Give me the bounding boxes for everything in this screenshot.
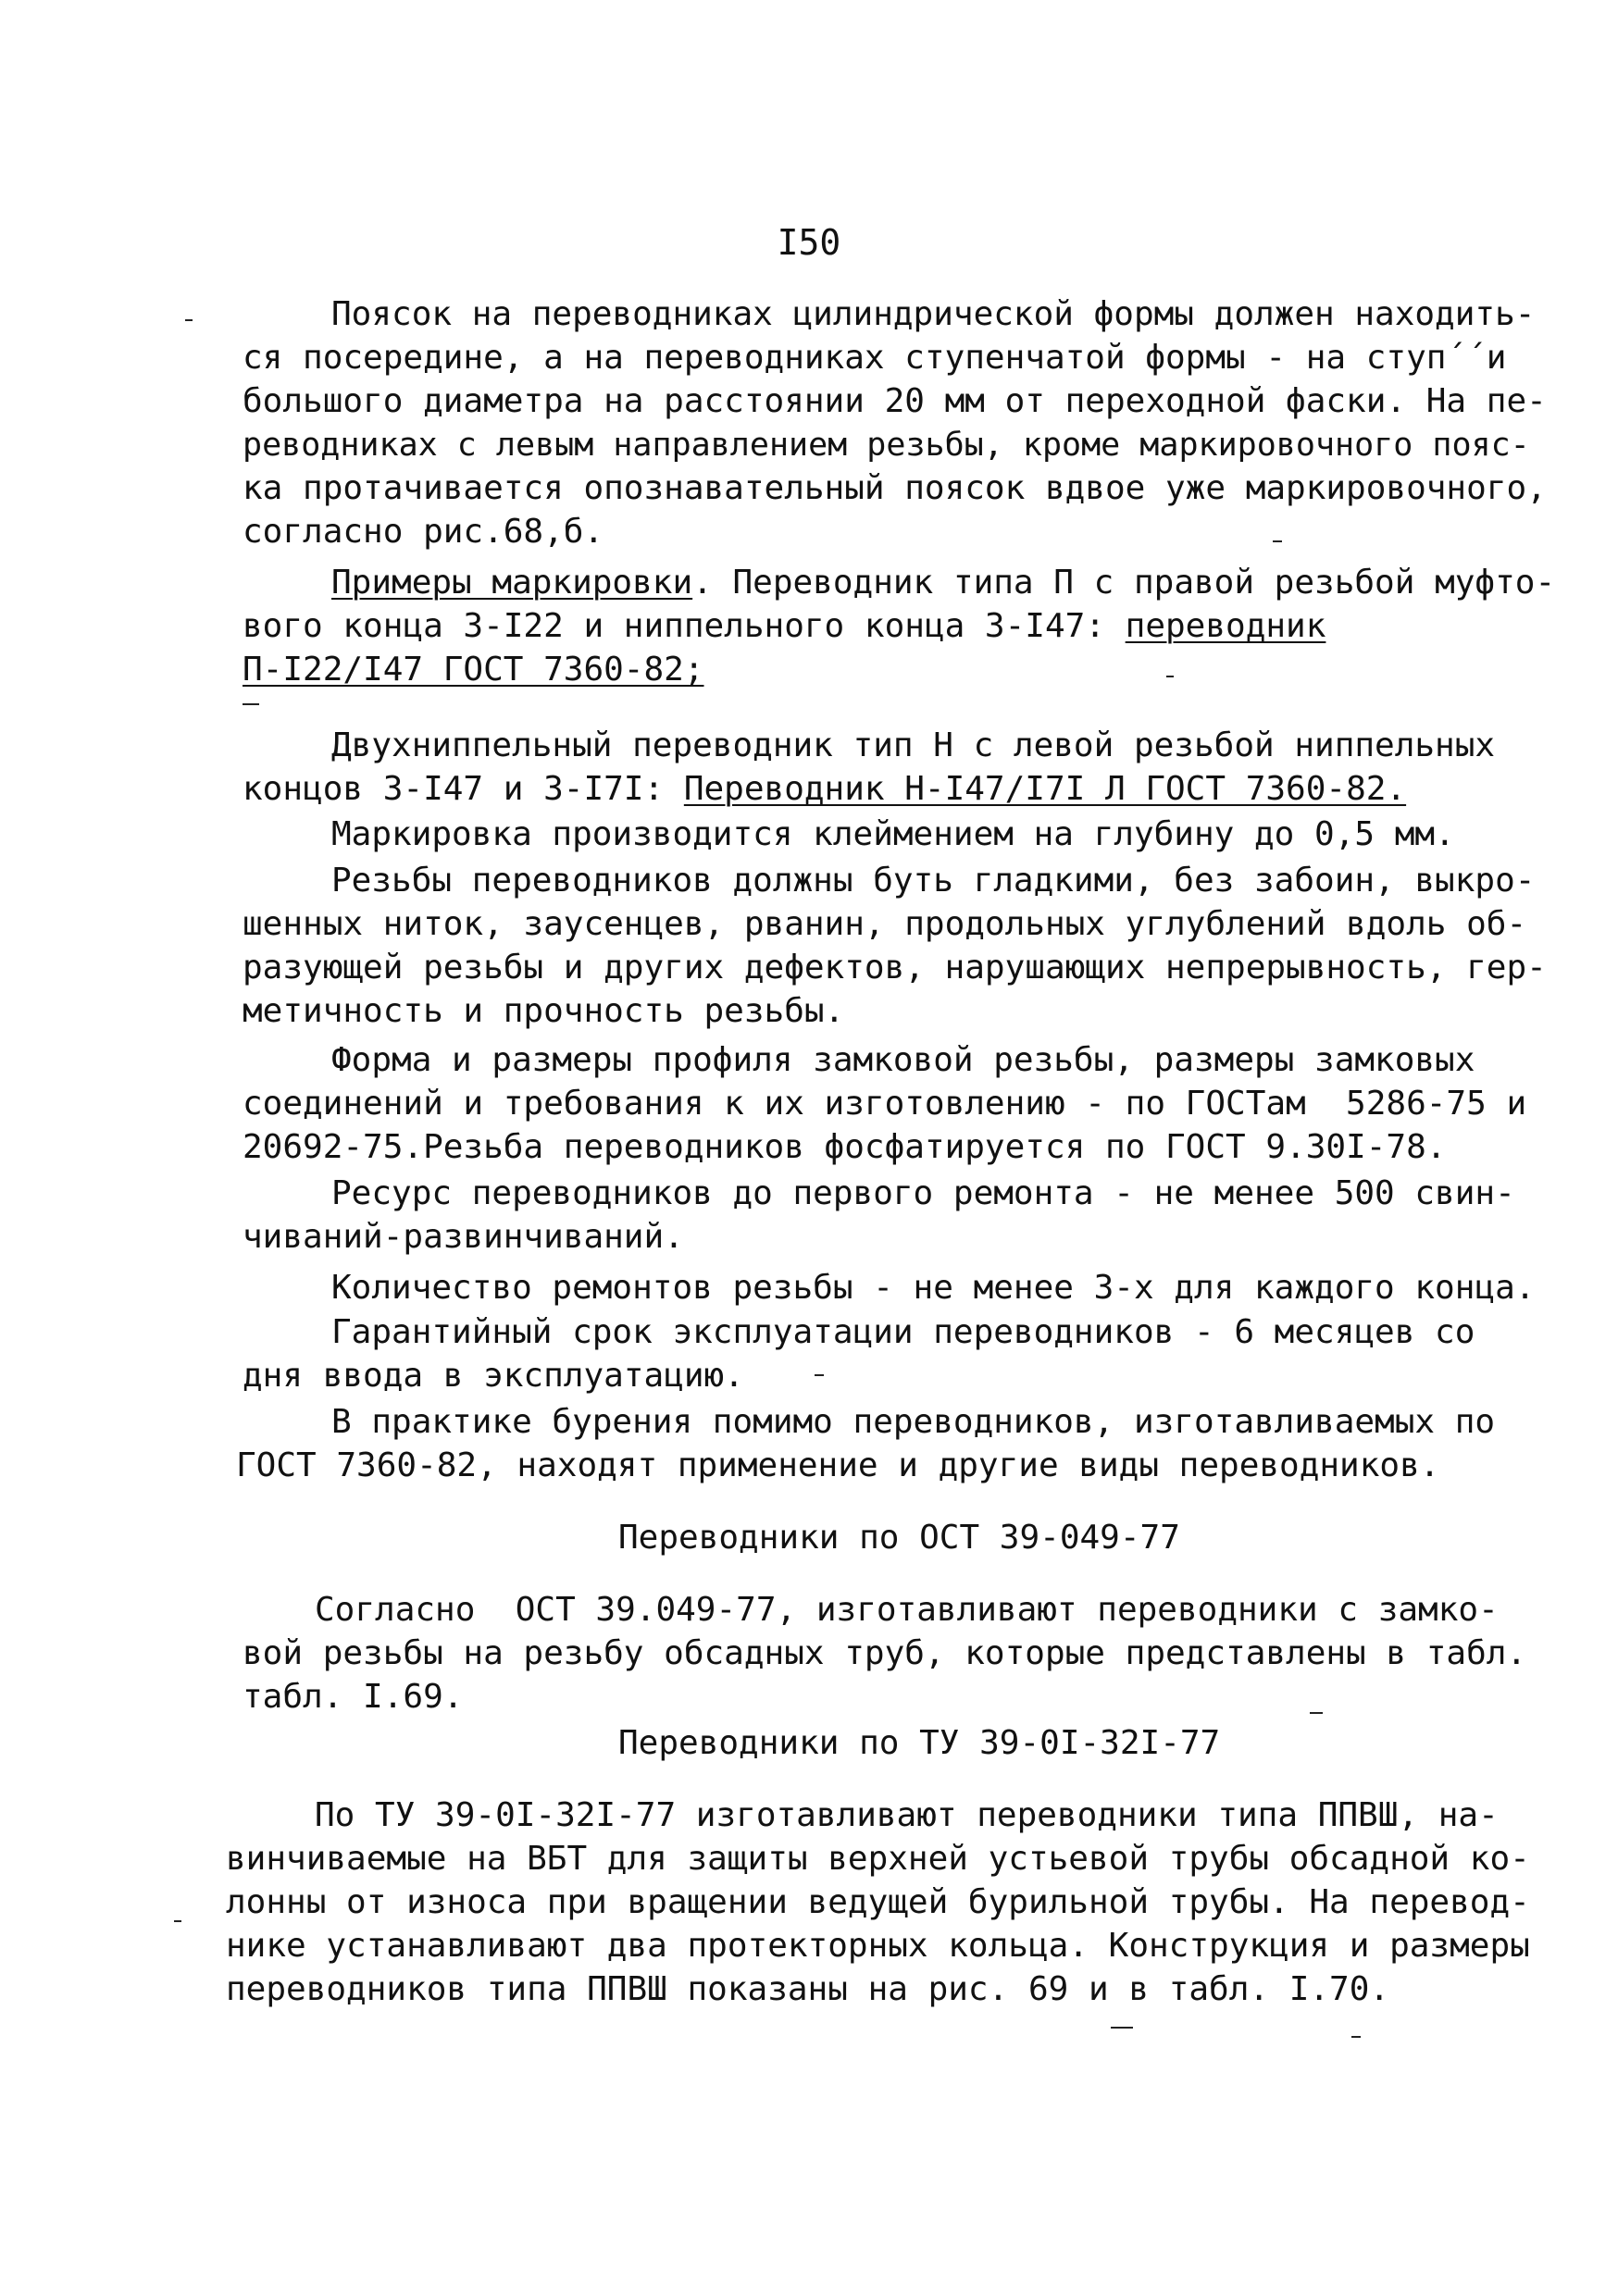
marking-example: Переводник Н-I47/I7I Л ГОСТ 7360-82. [683, 770, 1407, 808]
examples-text: вого конца З-I22 и ниппельного конца З-I47: [243, 607, 1126, 645]
paragraph-line: винчиваемые на ВБТ для защиты верхней устьевой трубы обсадной ко- [226, 1840, 1530, 1878]
paragraph-line: табл. I.69. [243, 1678, 464, 1716]
section-title: Переводники по ОСТ 39-049-77 [618, 1519, 1180, 1557]
paragraph-line: Форма и размеры профиля замковой резьбы, размеры замковых [331, 1041, 1475, 1079]
paragraph-line: шенных ниток, заусенцев, рванин, продольных углублений вдоль об- [243, 905, 1527, 943]
page-number: I50 [777, 222, 841, 263]
examples-line [243, 650, 704, 690]
paragraph-line: ка протачивается опознавательный поясок вдвое уже маркировочного, [243, 469, 1547, 507]
scan-speck [1273, 540, 1282, 542]
scan-speck [185, 319, 193, 321]
paragraph-line: дня ввода в эксплуатацию. [243, 1357, 744, 1395]
paragraph-line: 20692-75.Резьба переводников фосфатируется по ГОСТ 9.30I-78. [243, 1128, 1447, 1166]
marking-example: переводник [1125, 607, 1326, 645]
marking-example: П-I22/I47 ГОСТ 7360-82; [243, 651, 704, 689]
paragraph-line: Резьбы переводников должны буть гладкими, без забоин, выкро- [331, 862, 1536, 900]
paragraph-line: реводниках с левым направлением резьбы, кроме маркировочного пояс- [243, 427, 1530, 464]
paragraph-line: согласно рис.68,б. [243, 513, 604, 551]
section-title: Переводники по ТУ 39-0I-32I-77 [618, 1724, 1221, 1762]
double-nipple-text: концов З-I47 и З-I7I: [243, 770, 684, 808]
paragraph-line: Поясок на переводниках цилиндрической формы должен находить- [331, 295, 1536, 333]
paragraph-line [243, 769, 1406, 810]
paragraph-line: чиваний-развинчиваний. [243, 1218, 684, 1256]
scan-speck [815, 1374, 824, 1376]
paragraph-line: Согласно ОСТ 39.049-77, изготавливают переводники с замко- [315, 1591, 1499, 1629]
paragraph-line: лонны от износа при вращении ведущей бурильной трубы. На перевод- [226, 1883, 1530, 1921]
scan-speck [243, 703, 259, 705]
paragraph-line: соединений и требования к их изготовлению - по ГОСТам 5286-75 и [243, 1085, 1527, 1123]
examples-text: . Переводник типа П с правой резьбой муфто- [692, 564, 1556, 602]
paragraph-line: ГОСТ 7360-82, находят применение и другие виды переводников. [236, 1446, 1440, 1484]
paragraph-line: Ресурс переводников до первого ремонта - не менее 500 свин- [331, 1174, 1515, 1212]
paragraph-line: В практике бурения помимо переводников, изготавливаемых по [331, 1403, 1496, 1441]
examples-line [331, 563, 1555, 603]
paragraph-line: разующей резьбы и других дефектов, нарушающих непрерывность, гер- [243, 949, 1547, 987]
paragraph-line: нике устанавливают два протекторных кольца. Конструкция и размеры [226, 1927, 1530, 1965]
paragraph-line: переводников типа ППВШ показаны на рис. 69 и в табл. I.70. [226, 1970, 1390, 2008]
paragraph-line: Гарантийный срок эксплуатации переводников - 6 месяцев со [331, 1313, 1475, 1351]
paragraph-line: метичность и прочность резьбы. [243, 992, 845, 1030]
scan-speck [1310, 1712, 1323, 1714]
paragraph-line: большого диаметра на расстоянии 20 мм от переходной фаски. На пе- [243, 382, 1547, 420]
scan-speck [1111, 2027, 1133, 2029]
paragraph-line: ся посередине, а на переводниках ступенчатой формы - на ступ´´и [243, 339, 1507, 377]
paragraph-line: По ТУ 39-0I-32I-77 изготавливают переводники типа ППВШ, на- [315, 1796, 1499, 1834]
scan-speck [1351, 2036, 1361, 2038]
examples-heading: Примеры маркировки [331, 564, 693, 602]
examples-line [243, 606, 1326, 647]
paragraph-line: Двухниппельный переводник тип Н с левой резьбой ниппельных [331, 726, 1496, 764]
paragraph-line: Количество ремонтов резьбы - не менее 3-х для каждого конца. [331, 1269, 1536, 1307]
paragraph-line: Маркировка производится клеймением на глубину до 0,5 мм. [331, 815, 1455, 853]
scan-speck [174, 1920, 181, 1922]
paragraph-line: вой резьбы на резьбу обсадных труб, которые представлены в табл. [243, 1634, 1527, 1672]
scan-speck [1166, 676, 1174, 677]
